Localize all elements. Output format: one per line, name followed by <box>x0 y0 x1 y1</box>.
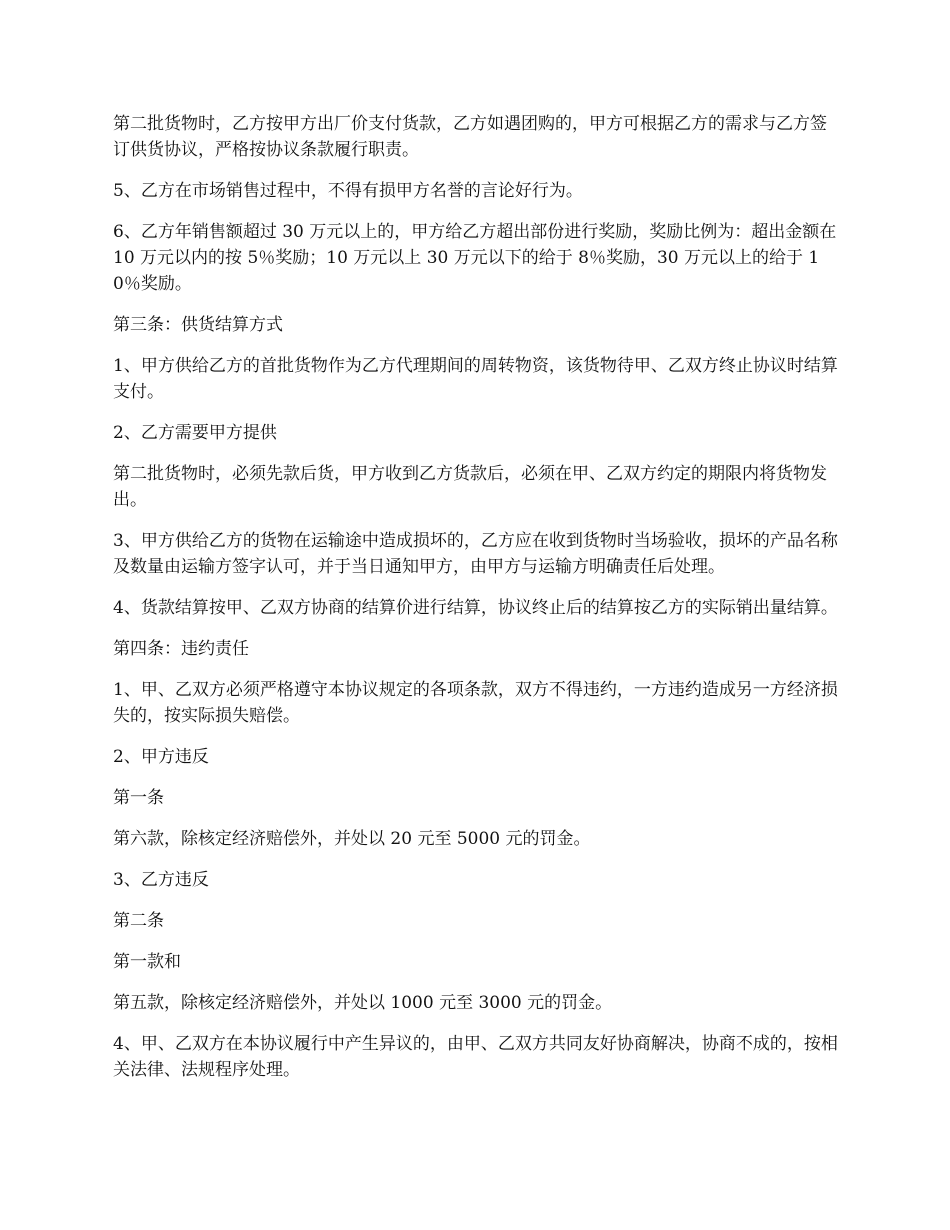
paragraph-18: 第五款，除核定经济赔偿外，并处以 1000 元至 3000 元的罚金。 <box>113 993 613 1013</box>
section-heading-3: 第三条：供货结算方式 <box>113 315 283 335</box>
paragraph-12: 2、甲方违反 <box>113 747 209 767</box>
paragraph-15: 3、乙方违反 <box>113 870 209 890</box>
paragraph-5: 1、甲方供给乙方的首批货物作为乙方代理期间的周转物资，该货物待甲、乙双方终止协议时结算支付。 <box>113 356 838 402</box>
paragraph-9: 4、货款结算按甲、乙双方协商的结算价进行结算，协议终止后的结算按乙方的实际销出量结算。 <box>113 598 838 618</box>
paragraph-1: 第二批货物时，乙方按甲方出厂价支付货款，乙方如遇团购的，甲方可根据乙方的需求与乙方签订供货协议，严格按协议条款履行职责。 <box>113 114 827 160</box>
paragraph-6: 2、乙方需要甲方提供 <box>113 423 277 443</box>
paragraph-19: 4、甲、乙双方在本协议履行中产生异议的，由甲、乙双方共同友好协商解决，协商不成的，按相关法律、法规程序处理。 <box>113 1034 838 1080</box>
document-body <box>113 111 843 1098</box>
section-heading-4: 第四条：违约责任 <box>113 639 249 659</box>
paragraph-16: 第二条 <box>113 911 164 931</box>
paragraph-3: 6、乙方年销售额超过 30 万元以上的，甲方给乙方超出部份进行奖励，奖励比例为：超出金额在 10 万元以内的按 5％奖励；10 万元以上 30 万元以下的给于 8％奖励，30 万元以上的给于 10％奖励。 <box>113 222 837 294</box>
paragraph-8: 3、甲方供给乙方的货物在运输途中造成损坏的，乙方应在收到货物时当场验收，损坏的产品名称及数量由运输方签字认可，并于当日通知甲方，由甲方与运输方明确责任后处理。 <box>113 531 838 577</box>
paragraph-11: 1、甲、乙双方必须严格遵守本协议规定的各项条款，双方不得违约，一方违约造成另一方经济损失的，按实际损失赔偿。 <box>113 680 838 726</box>
paragraph-2: 5、乙方在市场销售过程中，不得有损甲方名誉的言论好行为。 <box>113 181 583 201</box>
paragraph-7: 第二批货物时，必须先款后货，甲方收到乙方货款后，必须在甲、乙双方约定的期限内将货物发出。 <box>113 464 827 510</box>
paragraph-13: 第一条 <box>113 788 164 808</box>
paragraph-17: 第一款和 <box>113 952 181 972</box>
paragraph-14: 第六款，除核定经济赔偿外，并处以 20 元至 5000 元的罚金。 <box>113 829 591 849</box>
